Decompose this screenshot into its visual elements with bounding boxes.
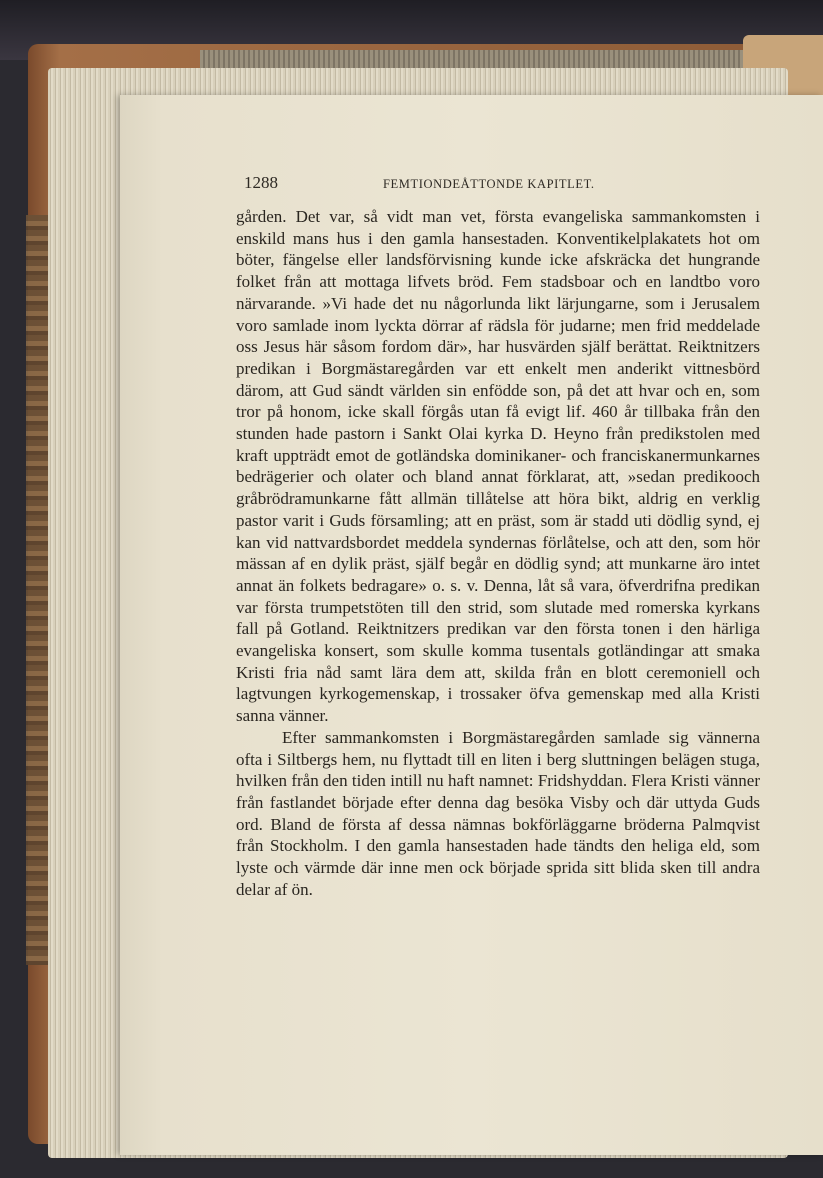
paragraph: Efter sammankomsten i Borgmästaregården samlade sig vännerna ofta i Siltbergs hem, nu flyttadt till en liten i berg sluttningen belägen stuga, hvilken från den tiden intill nu haft namnet: Fridshyddan. Flera Kristi vänner från fastlandet började efter denna dag besöka Visby och där uttyda Guds ord. Bland de första af dessa nämnas bokförläggarne bröderna Palmqvist från Stockholm. I den gamla hansestaden hade tändts den heliga eld, som lyste och värmde där inne men ock började sprida sitt blida sken till andra delar af ön.: [236, 727, 760, 899]
page-block-top-edge: [200, 50, 760, 70]
running-head: FEMTIONDEÅTTONDE KAPITLET.: [383, 177, 595, 191]
body-text: [236, 206, 760, 901]
paragraph: gården. Det var, så vidt man vet, första evangeliska sammankomsten i enskild mans hus i den gamla hansestaden. Konventikelplakatets hot om böter, fängelse eller landsförvisning kunde icke afskräcka det hungrande folket från att mottaga lifvets bröd. Fem stadsboar och en landtbo voro närvarande. »Vi hade det nu någorlunda likt lärjungarne, som i Jerusalem voro samlade inom lyckta dörrar af rädsla för judarne; men frid meddelade oss Jesus här såsom fordom där», har husvärden själf berättat. Reiktnitzers predikan i Borgmästaregården var ett enkelt men anderikt vittnesbörd därom, att Gud sändt världen sin enfödde son, på det att hvar och en, som tror på honom, icke skall förgås utan få evigt lif. 460 år tillbaka från den stunden hade pastorn i Sankt Olai kyrka D. Heyno från predikstolen med kraft uppträdt emot de gotländska dominikaner- och franciskanermunkarnes bedrägerier och olater och bland annat förklarat, att, »sedan predikooch gråbrödramunkarne fått allmän tillåtelse att höra bikt, aldrig en verklig pastor varit i Guds församling; att en präst, som är stadd uti dödlig synd, ej kan vid nattvardsbordet meddela syndernas förlåtelse, och att den, som hör mässan af en dylik präst, själf begår en dödlig synd; att munkarne äro intet annat än folkets bedragare» o. s. v. Denna, låt så vara, öfverdrifna predikan var första trumpetstöten till den strid, som slutade med romerska kyrkans fall på Gotland. Reiktnitzers predikan var den första tonen i den härliga evangeliska konsert, som skulle komma tusentals gotländingar att smaka Kristi fria nåd samt lära dem att, skilda från en blott ceremoniell och lagtvungen kyrkogemenskap, i trossaker öfva gemenskap med alla Kristi sanna vänner.: [236, 207, 760, 726]
page-number: 1288: [244, 173, 278, 192]
